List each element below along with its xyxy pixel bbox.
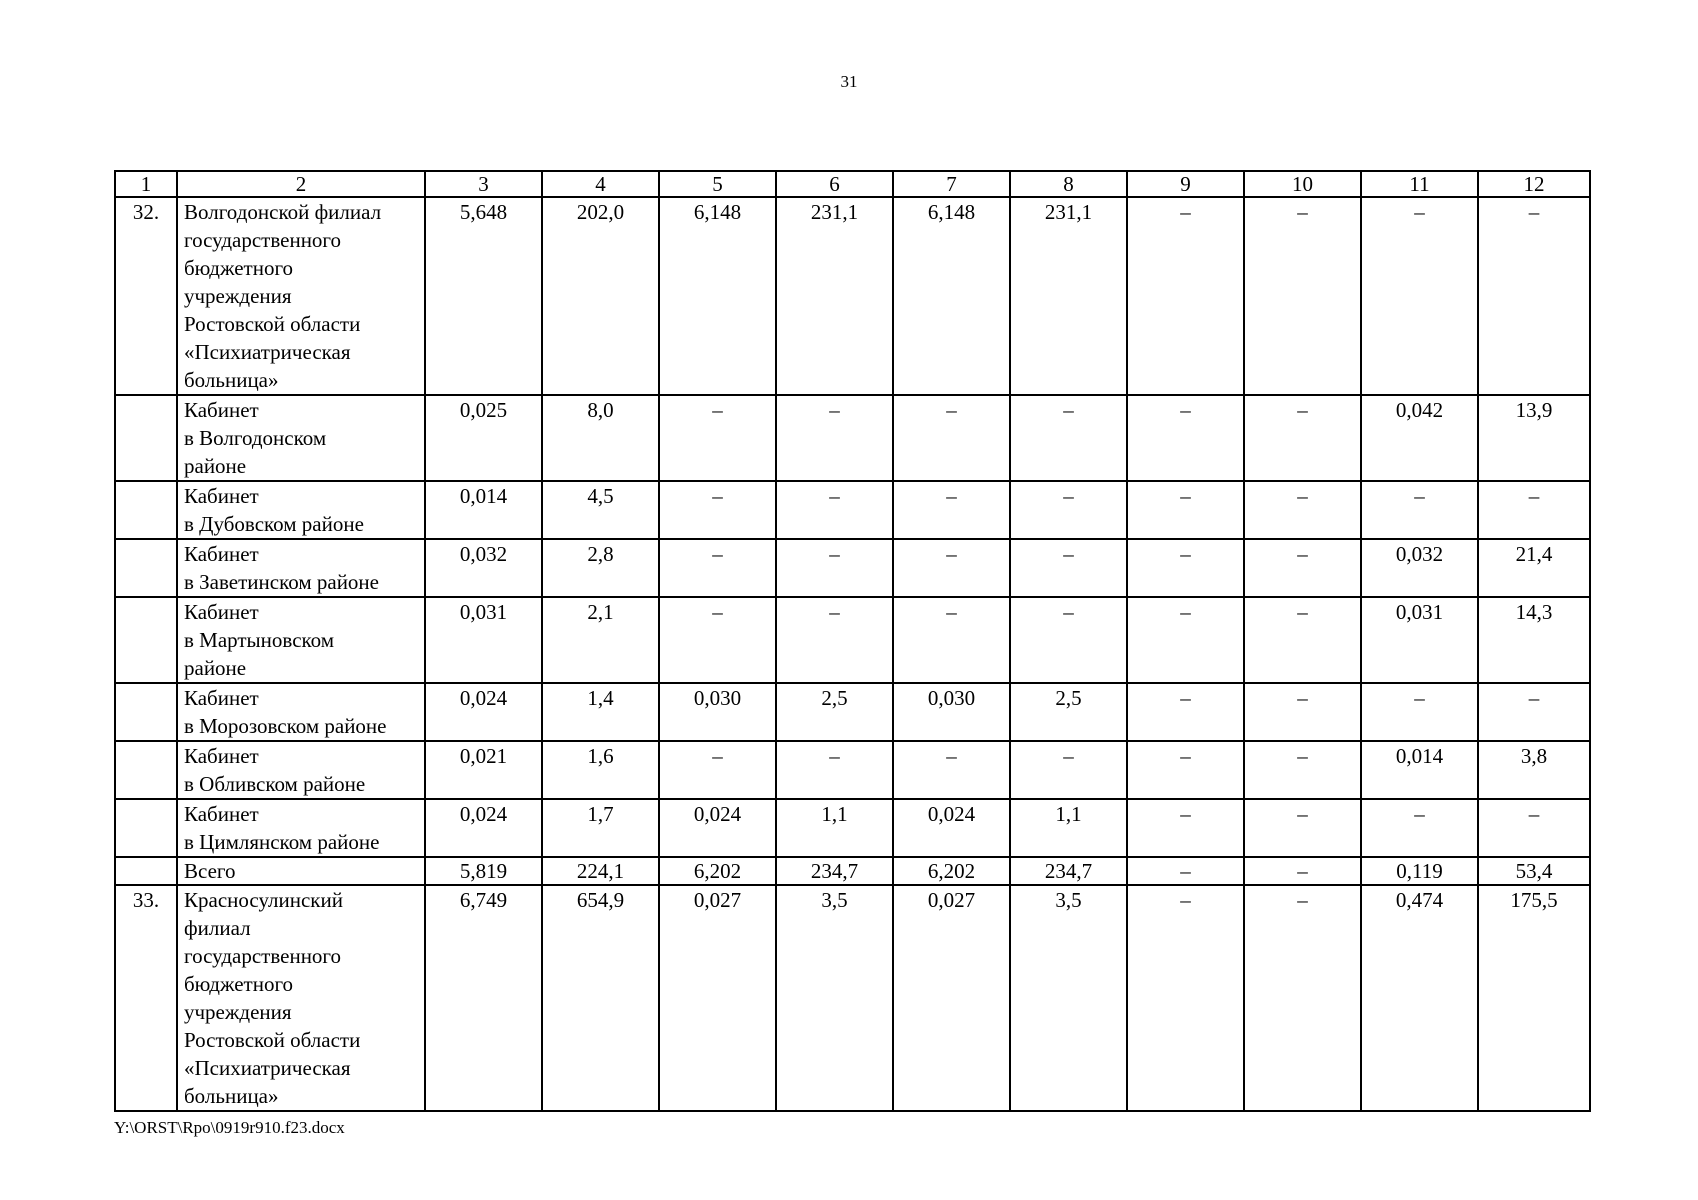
value-cell-col-9: –	[1127, 197, 1244, 395]
value-cell-col-3: 0,032	[425, 539, 542, 597]
value-cell-col-7: –	[893, 597, 1010, 683]
table-row	[115, 799, 1590, 857]
institution-name-cell	[177, 885, 425, 1111]
header-cell: 11	[1361, 171, 1478, 197]
value-cell-col-4: 2,8	[542, 539, 659, 597]
value-cell-col-11: –	[1361, 683, 1478, 741]
value-cell-col-11: –	[1361, 799, 1478, 857]
name-line: Всего	[184, 859, 236, 883]
table-row	[115, 885, 1590, 1111]
value-cell-col-6: 231,1	[776, 197, 893, 395]
name-line: учреждения	[184, 284, 292, 308]
value-cell-col-9: –	[1127, 683, 1244, 741]
value-cell-col-5: 0,030	[659, 683, 776, 741]
name-line: в Обливском районе	[184, 772, 366, 796]
header-cell: 4	[542, 171, 659, 197]
table-row-total	[115, 857, 1590, 885]
value-cell-col-8: 231,1	[1010, 197, 1127, 395]
institution-name-cell	[177, 395, 425, 481]
header-cell: 7	[893, 171, 1010, 197]
value-cell-col-9: –	[1127, 539, 1244, 597]
row-number-cell	[115, 597, 177, 683]
value-cell-col-7: 6,202	[893, 857, 1010, 885]
name-line: Кабинет	[184, 744, 259, 768]
row-number-cell	[115, 395, 177, 481]
value-cell-col-10: –	[1244, 539, 1361, 597]
value-cell-col-6: 3,5	[776, 885, 893, 1111]
header-cell: 12	[1478, 171, 1590, 197]
value-cell-col-10: –	[1244, 395, 1361, 481]
name-line: Кабинет	[184, 600, 259, 624]
value-cell-col-4: 654,9	[542, 885, 659, 1111]
value-cell-col-4: 1,6	[542, 741, 659, 799]
header-row	[115, 171, 1590, 197]
value-cell-col-10: –	[1244, 481, 1361, 539]
footer-file-path: Y:\ORST\Rpo\0919r910.f23.docx	[114, 1118, 345, 1137]
row-number-cell	[115, 857, 177, 885]
name-line: в Дубовском районе	[184, 512, 364, 536]
value-cell-col-4: 224,1	[542, 857, 659, 885]
institution-name-cell	[177, 481, 425, 539]
data-table	[114, 170, 1591, 1112]
name-line: Кабинет	[184, 802, 259, 826]
table-row	[115, 395, 1590, 481]
value-cell-col-4: 4,5	[542, 481, 659, 539]
value-cell-col-12: –	[1478, 481, 1590, 539]
value-cell-col-5: 0,027	[659, 885, 776, 1111]
value-cell-col-6: 2,5	[776, 683, 893, 741]
value-cell-col-6: –	[776, 395, 893, 481]
institution-name-cell	[177, 741, 425, 799]
header-cell: 9	[1127, 171, 1244, 197]
name-line: в Мартыновском	[184, 628, 335, 652]
value-cell-col-11: 0,474	[1361, 885, 1478, 1111]
name-line: в Волгодонском	[184, 426, 327, 450]
value-cell-col-4: 2,1	[542, 597, 659, 683]
name-line: Кабинет	[184, 686, 259, 710]
value-cell-col-6: 234,7	[776, 857, 893, 885]
header-cell: 2	[177, 171, 425, 197]
value-cell-col-11: –	[1361, 197, 1478, 395]
value-cell-col-11: –	[1361, 481, 1478, 539]
value-cell-col-11: 0,031	[1361, 597, 1478, 683]
institution-name-cell	[177, 539, 425, 597]
row-number-cell: 32.	[115, 197, 177, 395]
value-cell-col-7: 6,148	[893, 197, 1010, 395]
value-cell-col-6: –	[776, 597, 893, 683]
table-row	[115, 481, 1590, 539]
value-cell-col-3: 5,648	[425, 197, 542, 395]
value-cell-col-7: –	[893, 481, 1010, 539]
value-cell-col-7: 0,027	[893, 885, 1010, 1111]
name-line: бюджетного	[184, 972, 294, 996]
header-cell: 3	[425, 171, 542, 197]
value-cell-col-5: –	[659, 481, 776, 539]
value-cell-col-9: –	[1127, 741, 1244, 799]
value-cell-col-3: 0,024	[425, 683, 542, 741]
value-cell-col-9: –	[1127, 597, 1244, 683]
value-cell-col-3: 0,014	[425, 481, 542, 539]
name-line: «Психиатрическая	[184, 1056, 351, 1080]
value-cell-col-6: –	[776, 741, 893, 799]
row-number-cell	[115, 683, 177, 741]
name-line: в Заветинском районе	[184, 570, 379, 594]
value-cell-col-12: 53,4	[1478, 857, 1590, 885]
value-cell-col-5: –	[659, 597, 776, 683]
name-line: в Морозовском районе	[184, 714, 387, 738]
value-cell-col-12: 21,4	[1478, 539, 1590, 597]
name-line: больница»	[184, 368, 279, 392]
value-cell-col-6: –	[776, 481, 893, 539]
table-row	[115, 683, 1590, 741]
value-cell-col-12: –	[1478, 799, 1590, 857]
name-line: районе	[184, 656, 247, 680]
row-number-cell	[115, 741, 177, 799]
name-line: бюджетного	[184, 256, 294, 280]
value-cell-col-8: –	[1010, 741, 1127, 799]
value-cell-col-8: –	[1010, 395, 1127, 481]
name-line: филиал	[184, 916, 251, 940]
value-cell-col-12: 3,8	[1478, 741, 1590, 799]
header-cell: 8	[1010, 171, 1127, 197]
value-cell-col-4: 1,7	[542, 799, 659, 857]
value-cell-col-3: 6,749	[425, 885, 542, 1111]
value-cell-col-11: 0,032	[1361, 539, 1478, 597]
value-cell-col-3: 0,025	[425, 395, 542, 481]
value-cell-col-5: –	[659, 539, 776, 597]
value-cell-col-5: –	[659, 395, 776, 481]
name-line: Красносулинский	[184, 888, 343, 912]
value-cell-col-12: 13,9	[1478, 395, 1590, 481]
institution-name-cell	[177, 197, 425, 395]
value-cell-col-10: –	[1244, 857, 1361, 885]
value-cell-col-10: –	[1244, 683, 1361, 741]
name-line: государственного	[184, 944, 342, 968]
value-cell-col-9: –	[1127, 857, 1244, 885]
institution-name-cell	[177, 683, 425, 741]
name-line: в Цимлянском районе	[184, 830, 380, 854]
name-line: государственного	[184, 228, 342, 252]
value-cell-col-8: 2,5	[1010, 683, 1127, 741]
value-cell-col-11: 0,042	[1361, 395, 1478, 481]
row-number-cell	[115, 799, 177, 857]
value-cell-col-11: 0,014	[1361, 741, 1478, 799]
value-cell-col-5: 6,202	[659, 857, 776, 885]
value-cell-col-12: –	[1478, 197, 1590, 395]
value-cell-col-10: –	[1244, 799, 1361, 857]
name-line: Ростовской области	[184, 312, 361, 336]
value-cell-col-7: 0,024	[893, 799, 1010, 857]
value-cell-col-8: 1,1	[1010, 799, 1127, 857]
value-cell-col-4: 202,0	[542, 197, 659, 395]
value-cell-col-8: 234,7	[1010, 857, 1127, 885]
value-cell-col-9: –	[1127, 885, 1244, 1111]
name-line: Ростовской области	[184, 1028, 361, 1052]
value-cell-col-3: 5,819	[425, 857, 542, 885]
value-cell-col-3: 0,024	[425, 799, 542, 857]
row-number-cell	[115, 481, 177, 539]
table-row	[115, 197, 1590, 395]
institution-name-cell	[177, 597, 425, 683]
value-cell-col-5: –	[659, 741, 776, 799]
table-row	[115, 539, 1590, 597]
value-cell-col-10: –	[1244, 885, 1361, 1111]
table-header	[115, 171, 1590, 197]
header-cell: 1	[115, 171, 177, 197]
name-line: больница»	[184, 1084, 279, 1108]
value-cell-col-7: –	[893, 395, 1010, 481]
institution-name-cell	[177, 857, 425, 885]
value-cell-col-10: –	[1244, 597, 1361, 683]
institution-name-cell	[177, 799, 425, 857]
value-cell-col-9: –	[1127, 799, 1244, 857]
value-cell-col-5: 6,148	[659, 197, 776, 395]
name-line: учреждения	[184, 1000, 292, 1024]
value-cell-col-12: –	[1478, 683, 1590, 741]
header-cell: 5	[659, 171, 776, 197]
value-cell-col-9: –	[1127, 481, 1244, 539]
name-line: Волгодонской филиал	[184, 200, 382, 224]
value-cell-col-10: –	[1244, 741, 1361, 799]
value-cell-col-12: 175,5	[1478, 885, 1590, 1111]
row-number-cell	[115, 539, 177, 597]
value-cell-col-8: –	[1010, 481, 1127, 539]
header-cell: 6	[776, 171, 893, 197]
value-cell-col-7: –	[893, 741, 1010, 799]
value-cell-col-3: 0,031	[425, 597, 542, 683]
table-row	[115, 741, 1590, 799]
page-number: 31	[840, 72, 858, 91]
value-cell-col-10: –	[1244, 197, 1361, 395]
value-cell-col-4: 8,0	[542, 395, 659, 481]
value-cell-col-8: –	[1010, 597, 1127, 683]
value-cell-col-11: 0,119	[1361, 857, 1478, 885]
name-line: Кабинет	[184, 484, 259, 508]
value-cell-col-6: 1,1	[776, 799, 893, 857]
value-cell-col-9: –	[1127, 395, 1244, 481]
value-cell-col-6: –	[776, 539, 893, 597]
table-body	[115, 197, 1590, 1111]
value-cell-col-8: –	[1010, 539, 1127, 597]
value-cell-col-8: 3,5	[1010, 885, 1127, 1111]
name-line: районе	[184, 454, 247, 478]
value-cell-col-5: 0,024	[659, 799, 776, 857]
table-row	[115, 597, 1590, 683]
name-line: Кабинет	[184, 398, 259, 422]
name-line: «Психиатрическая	[184, 340, 351, 364]
row-number-cell: 33.	[115, 885, 177, 1111]
value-cell-col-7: –	[893, 539, 1010, 597]
value-cell-col-7: 0,030	[893, 683, 1010, 741]
name-line: Кабинет	[184, 542, 259, 566]
header-cell: 10	[1244, 171, 1361, 197]
value-cell-col-3: 0,021	[425, 741, 542, 799]
value-cell-col-12: 14,3	[1478, 597, 1590, 683]
value-cell-col-4: 1,4	[542, 683, 659, 741]
